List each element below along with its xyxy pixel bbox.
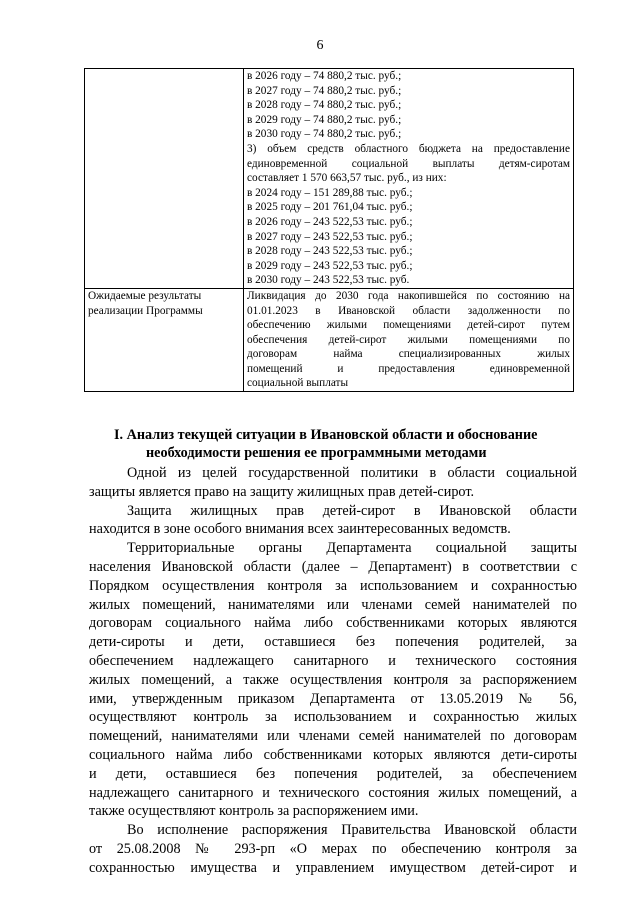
table-line: обеспечения детей-сирот жилыми помещениями по: [247, 333, 570, 346]
table-line: социальной выплаты: [247, 377, 349, 390]
program-passport-table: [84, 68, 574, 392]
section-body: [89, 464, 577, 878]
text-line: Одной из целей государственной политики в области социальной: [127, 465, 577, 481]
table-label-cell: [85, 288, 244, 391]
table-row: [85, 69, 574, 289]
text-line: Порядком осуществления контроля за использованием и сохранностью: [89, 577, 577, 594]
table-line: единовременной социальной выплаты детям-сиротам: [247, 157, 570, 170]
table-value-cell: [244, 288, 574, 391]
text-line: также осуществляют контроль за распоряжением ими.: [89, 803, 419, 820]
table-line: составляет 1 570 663,57 тыс. руб., из них:: [247, 172, 447, 185]
text-line: и дети, оставшиеся без попечения родителей, за обеспечением: [89, 765, 577, 782]
table-line: в 2027 году – 74 880,2 тыс. руб.;: [247, 84, 402, 97]
text-line: жилых помещений, а также осуществления контроля за распоряжением: [89, 671, 577, 688]
text-line: сохранностью имущества и управлением имуществом детей-сирот и: [89, 859, 577, 876]
section-heading-line: I. Анализ текущей ситуации в Ивановской области и обоснование: [114, 427, 538, 443]
table-line: 01.01.2023 в Ивановской области задолженности по: [247, 304, 570, 317]
text-line: осуществляют контроль за использованием и сохранностью жилых: [89, 709, 577, 726]
text-line: ими, утвержденным приказом Департамента от 13.05.2019 № 56,: [89, 690, 577, 707]
text-line: Территориальные органы Департамента социальной защиты: [127, 540, 577, 557]
section-heading: [92, 426, 578, 462]
table-line: в 2024 году – 151 289,88 тыс. руб.;: [247, 186, 413, 199]
table-line: в 2026 году – 243 522,53 тыс. руб.;: [247, 215, 413, 228]
table-label-cell: [85, 69, 244, 289]
table-value-cell: [244, 69, 574, 289]
paragraph: [89, 539, 577, 821]
table-line: договорам найма специализированных жилых: [247, 348, 570, 361]
text-line: населения Ивановской области (далее – Департамент) в соответствии с: [89, 558, 577, 575]
table-line: в 2025 году – 201 761,04 тыс. руб.;: [247, 201, 413, 214]
text-line: Во исполнение распоряжения Правительства Ивановской области: [127, 822, 577, 839]
table-line: в 2027 году – 243 522,53 тыс. руб.;: [247, 230, 413, 243]
table-line: в 2028 году – 243 522,53 тыс. руб.;: [247, 245, 413, 258]
text-line: находится в зоне особого внимания всех заинтересованных ведомств.: [89, 521, 511, 538]
text-line: от 25.08.2008 № 293-рп «О мерах по обеспечению контроля за: [89, 840, 577, 857]
text-line: социального найма либо собственниками которых являются дети-сироты: [89, 746, 577, 763]
text-line: надлежащего санитарного и технического состояния жилых помещений, а: [89, 784, 577, 801]
text-line: Защита жилищных прав детей-сирот в Ивановской области: [127, 502, 577, 519]
text-line: защиты является право на защиту жилищных прав детей-сирот.: [89, 483, 475, 500]
table-line: в 2030 году – 74 880,2 тыс. руб.;: [247, 128, 402, 141]
table-line: обеспечению жилыми помещениями детей-сирот путем: [247, 319, 570, 332]
paragraph: [89, 821, 577, 877]
table-label-line: Ожидаемые результаты: [88, 289, 202, 302]
table-line: в 2029 году – 243 522,53 тыс. руб.;: [247, 259, 413, 272]
table-row: [85, 288, 574, 391]
text-line: дети-сироты и дети, оставшиеся без попечения родителей, за: [89, 634, 577, 651]
text-line: договорам социального найма либо собственниками которых являются: [89, 615, 577, 632]
table-line: в 2026 году – 74 880,2 тыс. руб.;: [247, 70, 402, 82]
table-label-line: реализации Программы: [88, 304, 203, 317]
text-line: жилых помещений, нанимателями или членами семей нанимателей по: [89, 596, 577, 613]
page-number: 6: [316, 38, 324, 53]
table-line: в 2028 году – 74 880,2 тыс. руб.;: [247, 99, 402, 112]
table-line: помещений и предоставления единовременной: [247, 362, 570, 375]
text-line: обеспечением надлежащего санитарного и технического состояния: [89, 652, 577, 669]
table-line: в 2029 году – 74 880,2 тыс. руб.;: [247, 113, 402, 126]
table-line: Ликвидация до 2030 года накопившейся по состоянию на: [247, 289, 570, 302]
section-heading-line: необходимости решения ее программными методами: [146, 445, 487, 461]
table-line: 3) объем средств областного бюджета на предоставление: [247, 142, 570, 155]
text-line: помещений, нанимателями или членами семей нанимателей по договорам: [89, 728, 577, 745]
table-line: в 2030 году – 243 522,53 тыс. руб.: [247, 274, 410, 287]
paragraph: [89, 502, 577, 540]
paragraph: [89, 464, 577, 502]
